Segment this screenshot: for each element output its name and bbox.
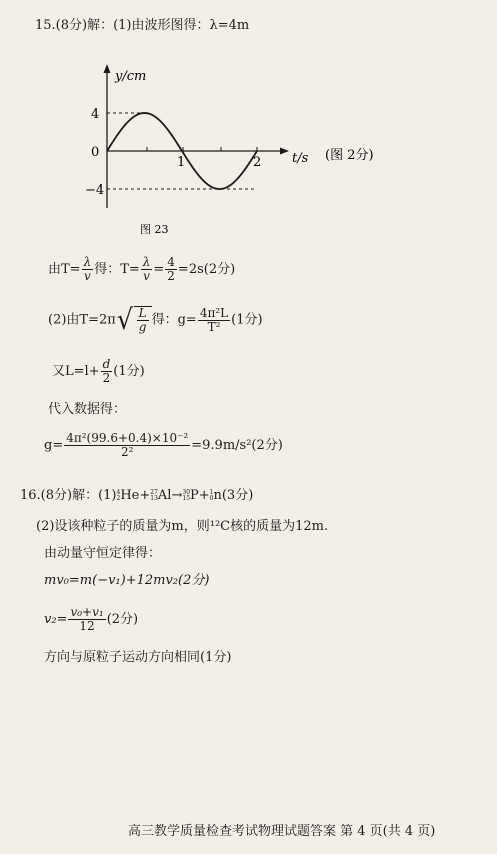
text: g= bbox=[44, 438, 64, 453]
text: (1分) bbox=[113, 364, 145, 379]
numerator: v₀+v₁ bbox=[70, 605, 104, 619]
momentum-equation: mv₀=m(−v₁)+12mv₂(2分) bbox=[44, 573, 210, 588]
denominator: 2² bbox=[121, 445, 134, 459]
denominator: T² bbox=[207, 319, 221, 334]
numerator: d bbox=[102, 357, 111, 371]
numerator: 4 bbox=[167, 255, 175, 269]
q16-line6: 方向与原粒子运动方向相同(1分) bbox=[44, 650, 232, 665]
x-axis-label: t/s bbox=[292, 151, 309, 166]
y-tick-neg4: −4 bbox=[85, 183, 105, 198]
page-footer: 高三教学质量检查考试物理试题答案 第 4 页(共 4 页) bbox=[128, 824, 436, 839]
q16-line3: 由动量守恒定律得： bbox=[44, 546, 162, 561]
fraction bbox=[165, 256, 177, 283]
helium: He+ bbox=[120, 488, 151, 503]
isotope-index: 4 2 bbox=[116, 488, 121, 502]
text: v₂= bbox=[44, 612, 68, 627]
pendulum-equation bbox=[48, 303, 263, 336]
x-tick-1: 1 bbox=[177, 155, 186, 170]
x-tick-2: 2 bbox=[253, 155, 262, 170]
y-tick-0: 0 bbox=[91, 145, 100, 160]
numerator: 4π²L bbox=[199, 305, 229, 320]
text: 得：g= bbox=[151, 312, 197, 328]
text: =9.9m/s²(2分) bbox=[191, 438, 283, 453]
q15-heading: 15.(8分)解：(1)由波形图得：λ=4m bbox=[35, 18, 250, 33]
numerator: λ bbox=[83, 255, 92, 269]
denominator: g bbox=[138, 320, 147, 334]
velocity-equation bbox=[44, 606, 138, 633]
q16-heading bbox=[20, 488, 253, 504]
text: 由T= bbox=[48, 262, 81, 277]
text: (1分) bbox=[231, 312, 263, 328]
fraction bbox=[64, 432, 190, 459]
numerator: L bbox=[138, 306, 147, 320]
isotope-index: 27 13 bbox=[150, 488, 158, 502]
text: 16.(8分)解：(1) bbox=[20, 488, 117, 503]
denominator: 2 bbox=[167, 269, 175, 283]
q16-line2: (2)设该种粒子的质量为m，则¹²C核的质量为12m. bbox=[36, 519, 329, 534]
y-axis-label: y/cm bbox=[115, 69, 147, 84]
x-axis-arrow bbox=[280, 148, 289, 155]
substitute-text: 代入数据得： bbox=[48, 402, 127, 417]
y-tick-4: 4 bbox=[91, 107, 100, 122]
numerator: 4π²(99.6+0.4)×10⁻² bbox=[66, 431, 189, 445]
figure-caption: 图 23 bbox=[140, 223, 169, 236]
isotope-index: 30 15 bbox=[182, 488, 191, 502]
denominator: 12 bbox=[79, 619, 95, 633]
square-root: √ $\frac{L}{g}$ bbox=[116, 306, 152, 334]
y-axis-arrow bbox=[104, 64, 111, 73]
length-equation bbox=[52, 358, 145, 385]
text: = bbox=[153, 262, 165, 277]
text: (2分) bbox=[106, 612, 139, 627]
text: =2s(2分) bbox=[177, 262, 236, 277]
score: (3分) bbox=[221, 488, 254, 503]
fraction bbox=[68, 606, 105, 633]
neutron: n bbox=[213, 488, 222, 503]
numeric-equation bbox=[44, 432, 283, 459]
numerator: λ bbox=[142, 255, 151, 269]
isotope-index: 1 0 bbox=[209, 488, 214, 502]
denominator: v bbox=[143, 269, 150, 283]
denominator: 2 bbox=[102, 371, 111, 385]
arrow: → bbox=[171, 488, 183, 503]
fraction bbox=[82, 256, 94, 283]
denominator: v bbox=[83, 269, 91, 283]
wave-graph bbox=[85, 58, 385, 238]
text: (2)由T=2π bbox=[48, 312, 116, 328]
graph-score: (图 2分) bbox=[325, 148, 374, 163]
phosphorus: P+ bbox=[190, 488, 210, 503]
text: 得：T= bbox=[94, 262, 140, 277]
fraction bbox=[101, 358, 113, 385]
aluminium: Al bbox=[157, 488, 172, 503]
period-equation bbox=[48, 256, 235, 283]
fraction bbox=[198, 307, 230, 334]
text: 又L=l+ bbox=[52, 364, 100, 379]
fraction bbox=[141, 256, 153, 283]
